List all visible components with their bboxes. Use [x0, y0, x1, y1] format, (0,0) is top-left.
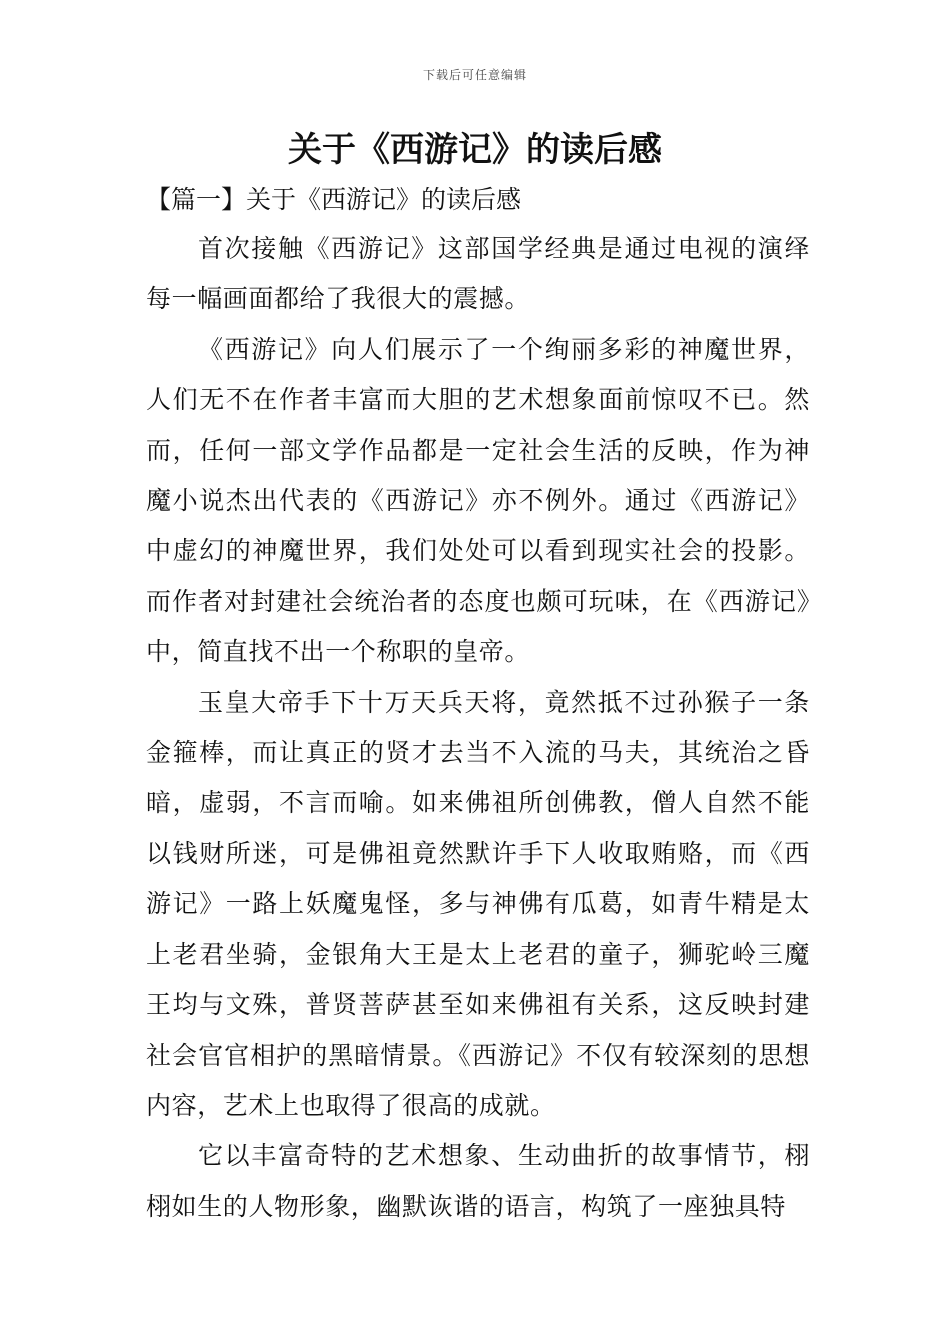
paragraph: 它以丰富奇特的艺术想象、生动曲折的故事情节，栩栩如生的人物形象，幽默诙谐的语言，构筑了一座独具特: [146, 1141, 810, 1221]
paragraph: 玉皇大帝手下十万天兵天将，竟然抵不过孙猴子一条金箍棒，而让真正的贤才去当不入流的马夫，其统治之昏暗，虚弱，不言而喻。如来佛祖所创佛教，僧人自然不能以钱财所迷，可是佛祖竟然默许手下人收取贿赂，而《西游记》一路上妖魔鬼怪，多与神佛有瓜葛，如青牛精是太上老君坐骑，金银角大王是太上老君的童子，狮驼岭三魔王均与文殊，普贤菩萨甚至如来佛祖有关系，这反映封建社会官官相护的黑暗情景。《西游记》不仅有较深刻的思想内容，艺术上也取得了很高的成就。: [146, 687, 810, 1120]
document-title: 关于《西游记》的读后感: [288, 130, 662, 170]
document-body: [146, 180, 810, 1232]
section-heading: 【篇一】关于《西游记》的读后感: [146, 185, 522, 214]
paragraph: 首次接触《西游记》这部国学经典是通过电视的演绎每一幅画面都给了我很大的震撼。: [146, 234, 810, 314]
paragraph: 《西游记》向人们展示了一个绚丽多彩的神魔世界，人们无不在作者丰富而大胆的艺术想象面前惊叹不已。然而，任何一部文学作品都是一定社会生活的反映，作为神魔小说杰出代表的《西游记》亦不例外。通过《西游记》中虚幻的神魔世界，我们处处可以看到现实社会的投影。而作者对封建社会统治者的态度也颇可玩味，在《西游记》中，简直找不出一个称职的皇帝。: [146, 334, 810, 667]
header-note: 下载后可任意编辑: [422, 68, 527, 82]
